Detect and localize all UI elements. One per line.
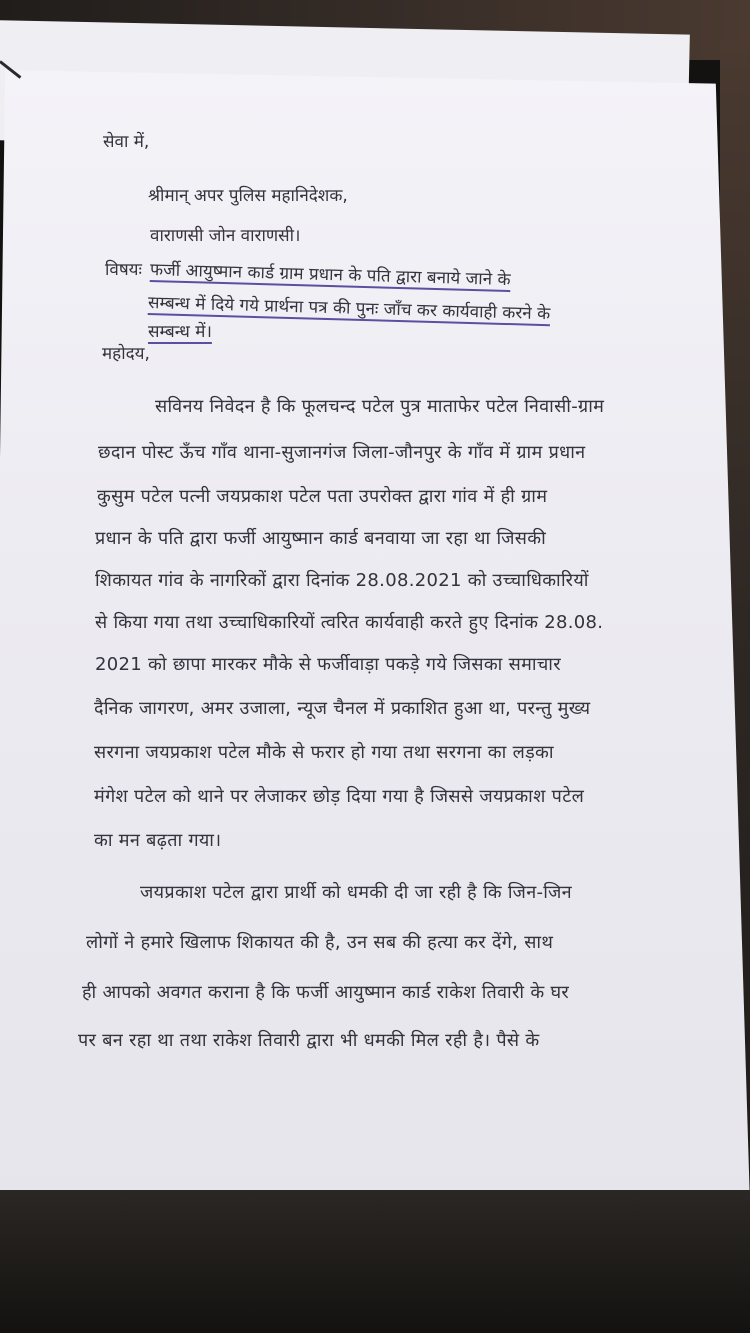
subject-line-2: सम्बन्ध में दिये गये प्रार्थना पत्र की पुनः जाँच कर कार्यवाही करने के xyxy=(147,293,551,325)
address-line: वाराणसी जोन वाराणसी। xyxy=(150,226,301,246)
paragraph1-line-3: कुसुम पटेल पत्नी जयप्रकाश पटेल पता उपरोक्त द्वारा गांव में ही ग्राम xyxy=(97,486,548,507)
paragraph2-line-1: जयप्रकाश पटेल द्वारा प्रार्थी को धमकी दी जा रही है कि जिन-जिन xyxy=(140,882,572,903)
paragraph1-line-9: सरगना जयप्रकाश पटेल मौके से फरार हो गया तथा सरगना का लड़का xyxy=(94,742,554,763)
paragraph1-line-10: मंगेश पटेल को थाने पर लेजाकर छोड़ दिया गया है जिससे जयप्रकाश पटेल xyxy=(94,786,585,807)
addressee-line: श्रीमान् अपर पुलिस महानिदेशक, xyxy=(148,186,348,206)
paragraph1-line-1: सविनय निवेदन है कि फूलचन्द पटेल पुत्र माताफेर पटेल निवासी-ग्राम xyxy=(155,396,605,417)
paragraph1-line-4: प्रधान के पति द्वारा फर्जी आयुष्मान कार्ड बनवाया जा रहा था जिसकी xyxy=(95,528,547,549)
paragraph1-line-11: का मन बढ़ता गया। xyxy=(94,830,222,851)
paragraph2-line-3: ही आपको अवगत कराना है कि फर्जी आयुष्मान कार्ड राकेश तिवारी के घर xyxy=(82,982,570,1003)
subject-line-1: फर्जी आयुष्मान कार्ड ग्राम प्रधान के पति द्वारा बनाये जाने के xyxy=(149,260,511,291)
subject-label: विषयः xyxy=(105,260,142,280)
paragraph2-line-4: पर बन रहा था तथा राकेश तिवारी द्वारा भी धमकी मिल रही है। पैसे के xyxy=(78,1030,540,1051)
subject-line-3: सम्बन्ध में। xyxy=(148,322,212,342)
paragraph1-line-2: छदान पोस्ट ऊँच गाँव थाना-सुजानगंज जिला-जौनपुर के गाँव में ग्राम प्रधान xyxy=(98,442,586,463)
paragraph1-line-6: से किया गया तथा उच्चाधिकारियों त्वरित कार्यवाही करते हुए दिनांक 28.08. xyxy=(95,612,604,633)
salutation-to: सेवा में, xyxy=(103,132,150,152)
paragraph1-line-8: दैनिक जागरण, अमर उजाला, न्यूज चैनल में प्रकाशित हुआ था, परन्तु मुख्य xyxy=(94,698,591,719)
paragraph1-line-5: शिकायत गांव के नागरिकों द्वारा दिनांक 28.08.2021 को उच्चाधिकारियों xyxy=(95,570,589,591)
paragraph2-line-2: लोगों ने हमारे खिलाफ शिकायत की है, उन सब की हत्या कर देंगे, साथ xyxy=(86,932,554,953)
paragraph1-line-7: 2021 को छापा मारकर मौके से फर्जीवाड़ा पकड़े गये जिसका समाचार xyxy=(95,654,561,675)
greeting: महोदय, xyxy=(102,344,150,364)
dark-floor-area xyxy=(0,1190,750,1333)
